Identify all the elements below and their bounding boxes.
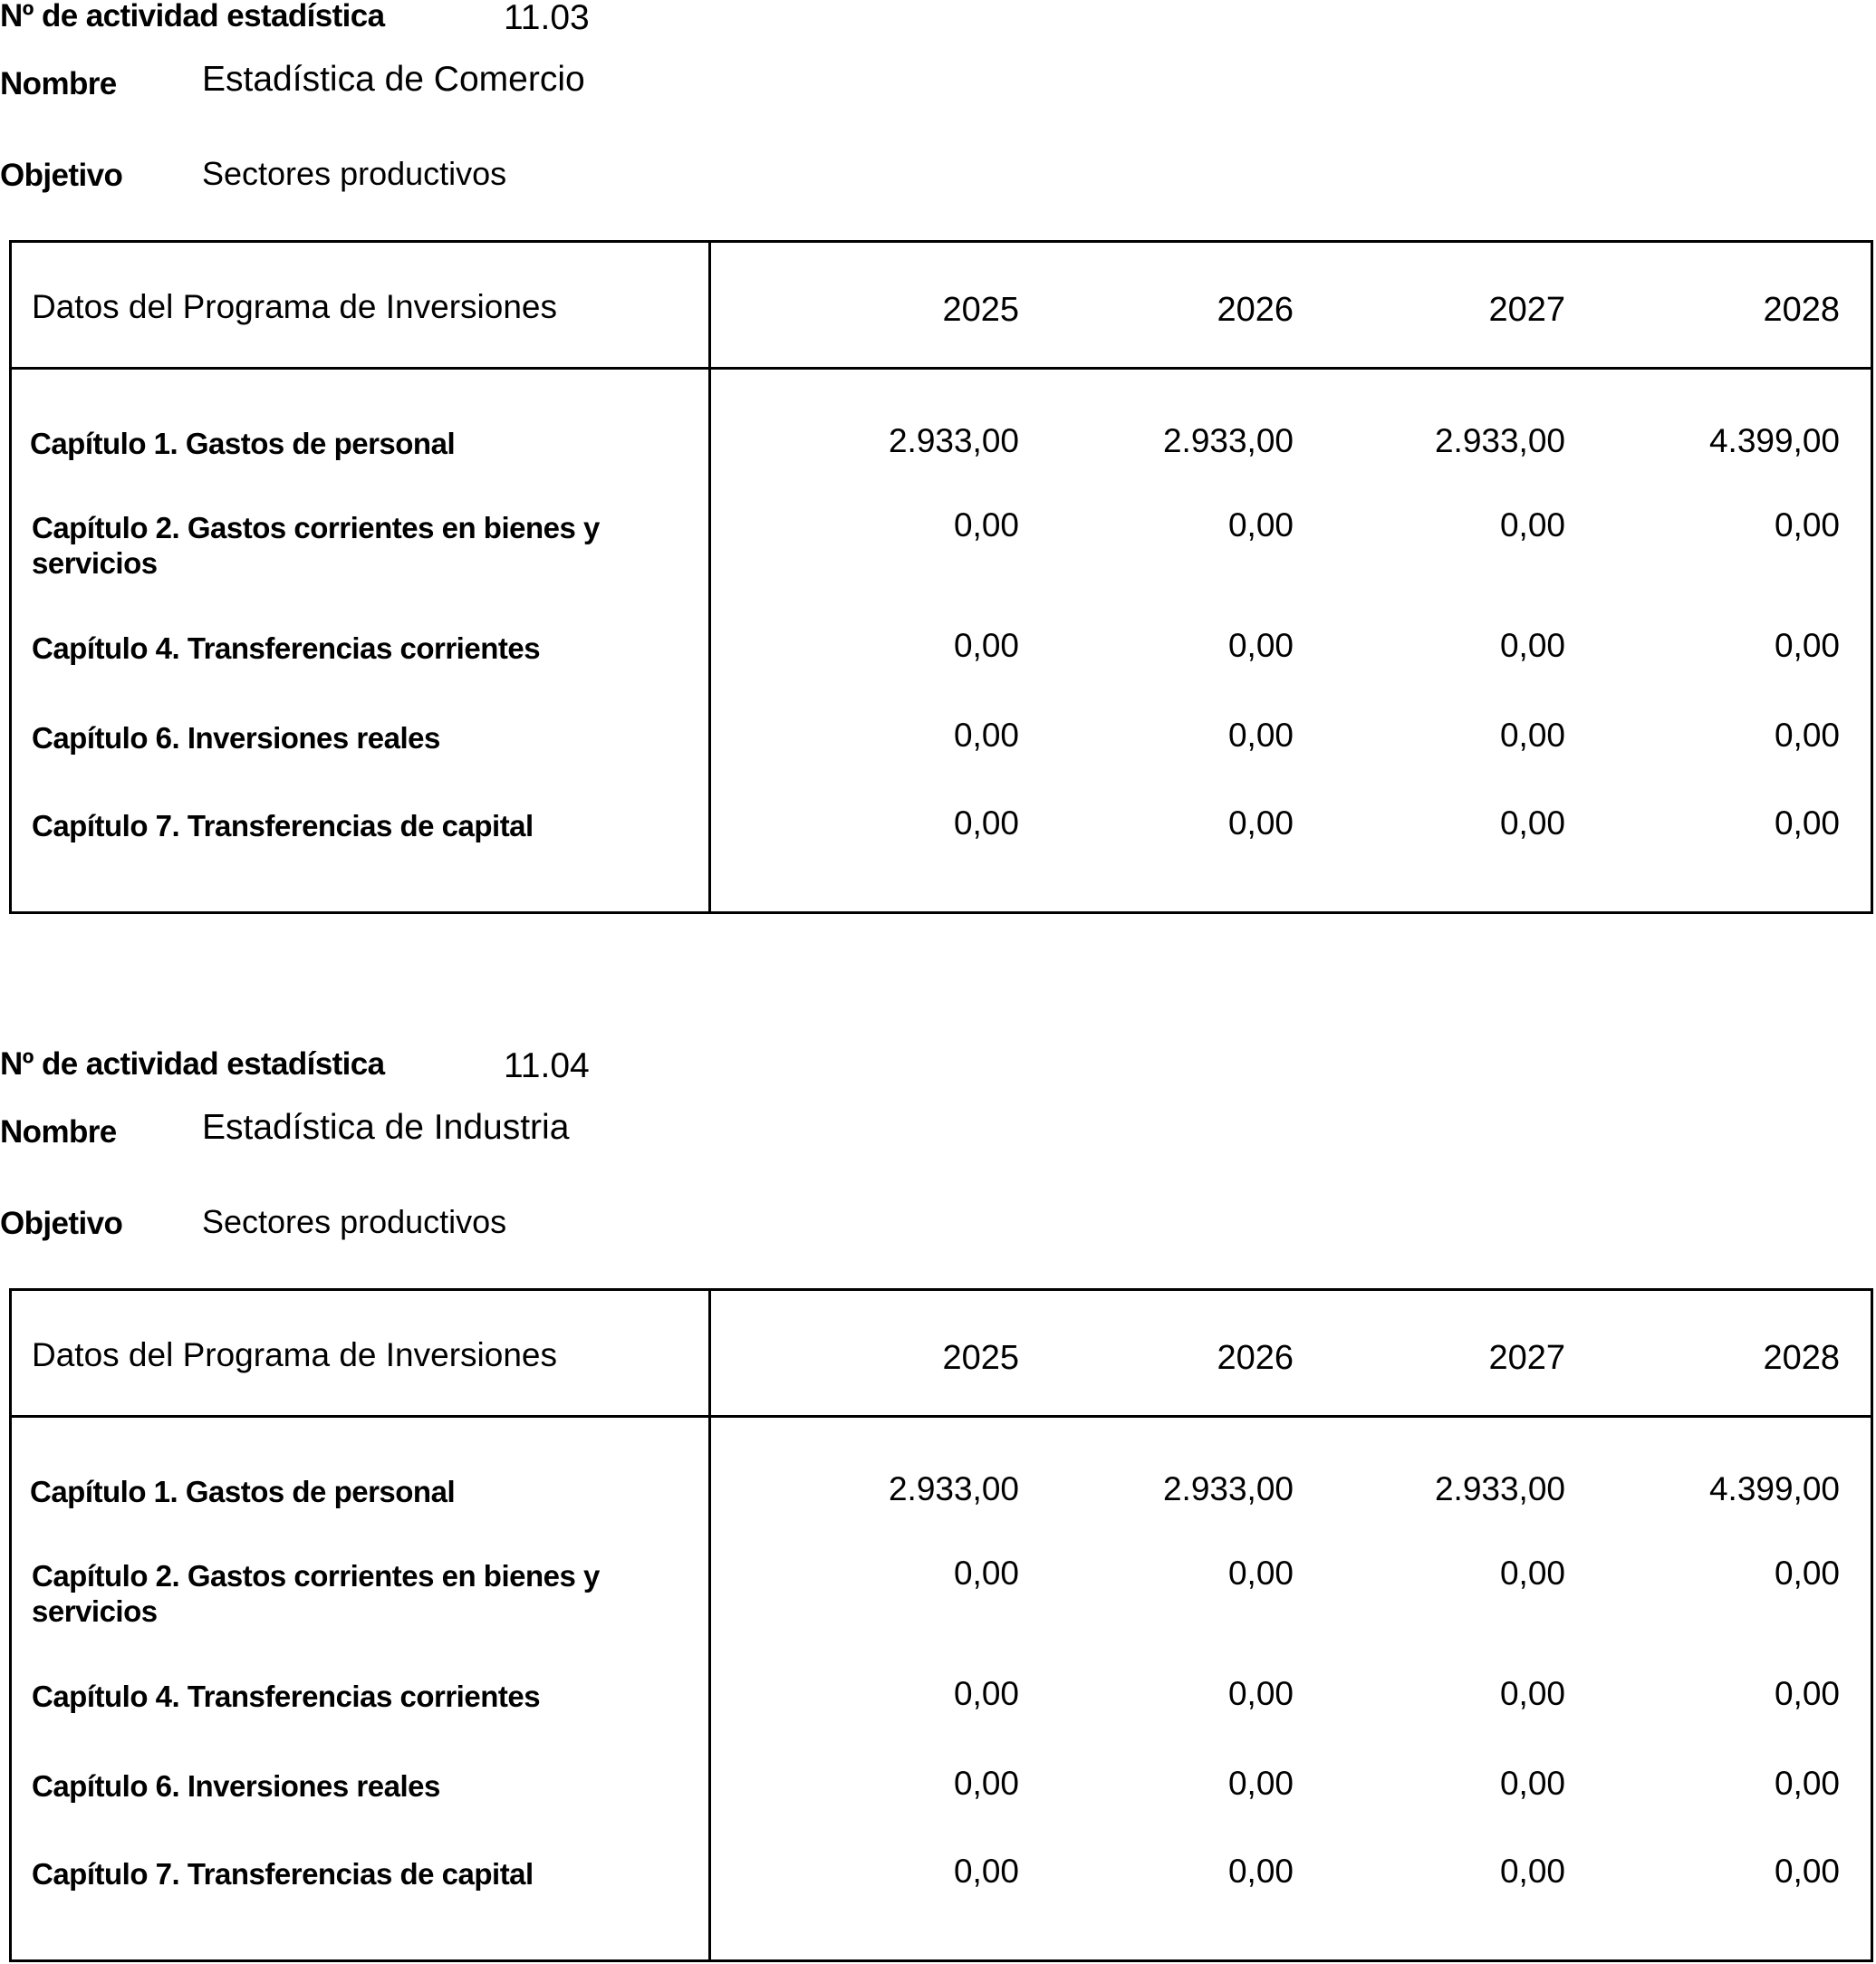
row-value-2026: 0,00	[1227, 1555, 1294, 1592]
row-value-2025: 0,00	[953, 804, 1019, 842]
activity-number-label: Nº de actividad estadística	[0, 0, 385, 34]
row-label: Capítulo 1. Gastos de personal	[30, 1475, 456, 1508]
row-value-2026: 0,00	[1227, 717, 1294, 754]
row-value-2026: 2.933,00	[1162, 1470, 1294, 1507]
year-header-2026: 2026	[1217, 291, 1294, 329]
row-value-2027: 0,00	[1499, 1853, 1565, 1890]
row-value-2025: 0,00	[953, 1853, 1019, 1890]
row-value-2026: 0,00	[1227, 1675, 1294, 1712]
row-value-2027: 2.933,00	[1434, 1470, 1565, 1507]
row-value-2028: 0,00	[1774, 1853, 1840, 1890]
investment-table	[9, 240, 1873, 914]
row-value-2025: 0,00	[953, 506, 1019, 544]
row-value-2028: 4.399,00	[1708, 422, 1840, 459]
year-header-2026: 2026	[1217, 1339, 1294, 1377]
row-value-2027: 0,00	[1499, 506, 1565, 544]
activity-objective: Sectores productivos	[202, 155, 507, 192]
row-value-2027: 0,00	[1499, 627, 1565, 664]
row-label: Capítulo 2. Gastos corrientes en bienes y servicios	[32, 511, 600, 580]
row-label: Capítulo 6. Inversiones reales	[32, 1769, 440, 1803]
activity-name-label: Nombre	[0, 66, 117, 101]
row-label: Capítulo 4. Transferencias corrientes	[32, 1680, 541, 1713]
row-value-2025: 0,00	[953, 1765, 1019, 1802]
row-value-2027: 0,00	[1499, 717, 1565, 754]
activity-number-label: Nº de actividad estadística	[0, 1046, 385, 1082]
table-header-divider	[12, 1415, 1871, 1418]
row-label: Capítulo 6. Inversiones reales	[32, 721, 440, 755]
row-value-2027: 0,00	[1499, 1555, 1565, 1592]
row-value-2028: 0,00	[1774, 1555, 1840, 1592]
table-header-divider	[12, 367, 1871, 370]
row-value-2026: 0,00	[1227, 1853, 1294, 1890]
row-value-2027: 0,00	[1499, 1765, 1565, 1802]
row-value-2028: 0,00	[1774, 1675, 1840, 1712]
activity-name: Estadística de Industria	[202, 1108, 570, 1147]
table-column-divider	[708, 1291, 711, 1959]
year-header-2025: 2025	[942, 291, 1019, 329]
row-value-2026: 0,00	[1227, 627, 1294, 664]
activity-section-1103	[0, 0, 1876, 915]
activity-objective: Sectores productivos	[202, 1203, 507, 1240]
row-value-2028: 4.399,00	[1708, 1470, 1840, 1507]
row-value-2026: 0,00	[1227, 506, 1294, 544]
activity-number: 11.03	[504, 0, 590, 37]
row-label: Capítulo 7. Transferencias de capital	[32, 1857, 534, 1891]
row-value-2028: 0,00	[1774, 804, 1840, 842]
year-header-2025: 2025	[942, 1339, 1019, 1377]
table-title: Datos del Programa de Inversiones	[32, 288, 557, 325]
activity-section-1104	[0, 1048, 1876, 1963]
row-value-2025: 0,00	[953, 717, 1019, 754]
activity-objective-label: Objetivo	[0, 158, 123, 193]
row-value-2025: 2.933,00	[888, 422, 1019, 459]
row-value-2026: 0,00	[1227, 1765, 1294, 1802]
activity-objective-label: Objetivo	[0, 1206, 123, 1241]
row-label: Capítulo 4. Transferencias corrientes	[32, 631, 541, 665]
row-label: Capítulo 2. Gastos corrientes en bienes y servicios	[32, 1559, 600, 1628]
row-value-2025: 0,00	[953, 627, 1019, 664]
row-value-2026: 2.933,00	[1162, 422, 1294, 459]
row-value-2025: 0,00	[953, 1675, 1019, 1712]
row-value-2028: 0,00	[1774, 506, 1840, 544]
row-value-2025: 2.933,00	[888, 1470, 1019, 1507]
row-value-2028: 0,00	[1774, 627, 1840, 664]
row-value-2025: 0,00	[953, 1555, 1019, 1592]
year-header-2028: 2028	[1763, 1339, 1840, 1377]
row-label: Capítulo 1. Gastos de personal	[30, 427, 456, 460]
row-value-2027: 2.933,00	[1434, 422, 1565, 459]
year-header-2028: 2028	[1763, 291, 1840, 329]
row-value-2028: 0,00	[1774, 717, 1840, 754]
year-header-2027: 2027	[1488, 291, 1565, 329]
row-value-2027: 0,00	[1499, 1675, 1565, 1712]
row-value-2027: 0,00	[1499, 804, 1565, 842]
row-value-2026: 0,00	[1227, 804, 1294, 842]
year-header-2027: 2027	[1488, 1339, 1565, 1377]
row-label: Capítulo 7. Transferencias de capital	[32, 809, 534, 842]
row-value-2028: 0,00	[1774, 1765, 1840, 1802]
activity-name-label: Nombre	[0, 1114, 117, 1150]
activity-name: Estadística de Comercio	[202, 60, 585, 99]
table-column-divider	[708, 243, 711, 911]
activity-number: 11.04	[504, 1046, 590, 1085]
investment-table	[9, 1288, 1873, 1962]
table-title: Datos del Programa de Inversiones	[32, 1336, 557, 1373]
